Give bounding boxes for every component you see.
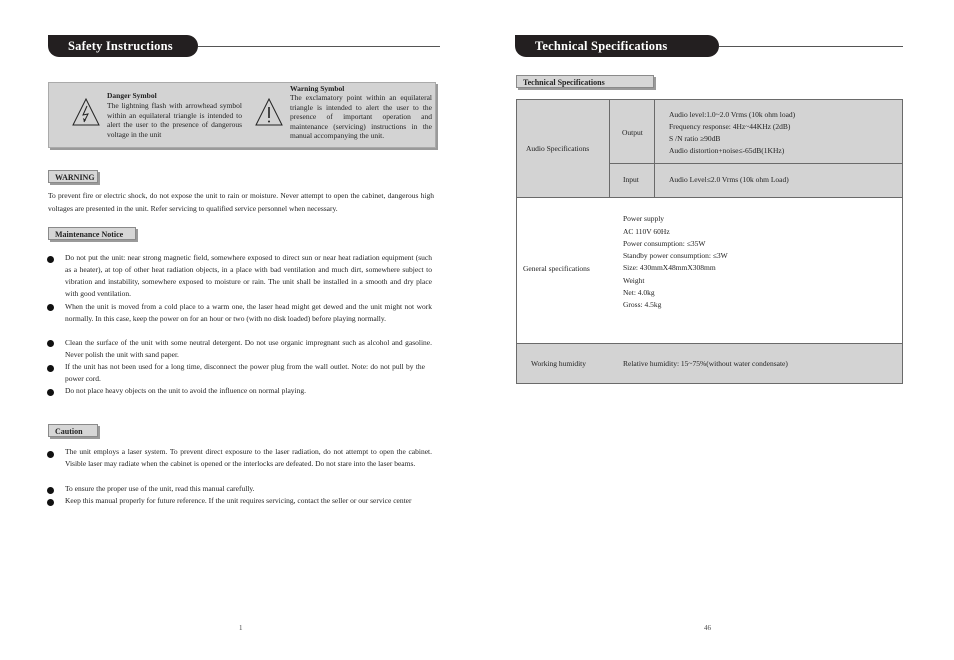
humidity-value: Relative humidity: 15~75%(without water condensate) [623,359,788,368]
input-label: Input [623,175,639,184]
bullet-icon [47,451,54,458]
danger-symbol-text: The lightning flash with arrowhead symbol within an equilateral triangle is intended to alert the user to the presence of dangerous voltage in the unit [107,101,242,139]
audio-spec-label: Audio Specifications [526,144,590,153]
bullet-icon [47,389,54,396]
table-border [516,343,903,344]
page-number-left: 1 [239,624,243,632]
table-border [654,99,655,198]
table-border [516,197,903,198]
table-border [516,383,903,384]
general-line: Power supply [623,214,665,223]
input-value: Audio Level≤2.0 Vrms (10k ohm Load) [669,175,789,184]
general-line: Gross: 4.5kg [623,300,662,309]
title-rule [719,46,903,47]
general-line: Power consumption: ≤35W [623,239,706,248]
table-border [902,99,903,384]
warning-symbol-text: The exclamatory point within an equilateral triangle is intended to alert the user to the presence of important operation and maintenance (servicing) instructions in the manual accompanying the unit. [290,93,432,140]
caution-item: To ensure the proper use of the unit, read this manual carefully. [65,484,255,493]
maintenance-item: If the unit has not been used for a long time, disconnect the power plug from the wall outlet. Note: do not pull by the power cord. [65,362,425,383]
symbols-box [48,82,436,148]
title-rule [198,46,440,47]
caution-item: Keep this manual properly for future reference. If the unit requires servicing, contact the seller or our service center [65,496,412,505]
maintenance-item: Clean the surface of the unit with some neutral detergent. Do not use organic impregnant such as alcohol and gasoline. Never polish the unit with sand paper. [65,338,432,359]
danger-symbol-title: Danger Symbol [107,91,157,100]
bullet-icon [47,487,54,494]
caution-tag: Caution [48,424,98,437]
bullet-icon [47,499,54,506]
maintenance-tag: Maintenance Notice [48,227,136,240]
lightning-triangle-icon [71,97,101,127]
general-line: Weight [623,276,645,285]
page-title-specs: Technical Specifications [515,35,719,57]
maintenance-item: When the unit is moved from a cold place to a warm one, the laser head might get dewed and the unit might not work normally. In this case, keep the power on for an hour or two (with no disk loaded) before playing normally. [65,302,432,323]
humidity-label: Working humidity [531,359,587,368]
caution-item: The unit employs a laser system. To prevent direct exposure to the laser radiation, do not attempt to open the cabinet. Visible laser may radiate when the cabinet is opened or the interlocks are defeated. Do not stare into the laser beams. [65,447,432,468]
page-title-safety: Safety Instructions [48,35,198,57]
output-line: Audio level:1.0~2.0 Vrms (10k ohm load) [669,110,796,119]
general-line: AC 110V 60Hz [623,227,670,236]
general-spec-label: General specifications [523,264,590,273]
bullet-icon [47,365,54,372]
warning-symbol-title: Warning Symbol [290,84,345,93]
table-border [516,99,517,384]
warning-tag: WARNING [48,170,98,183]
maintenance-item: Do not place heavy objects on the unit to avoid the influence on normal playing. [65,386,306,395]
table-border [516,99,903,100]
output-label: Output [622,128,643,137]
output-line: Audio distortion+noise≤-65dB(1KHz) [669,146,785,155]
exclamation-triangle-icon [254,97,284,127]
warning-text: To prevent fire or electric shock, do not expose the unit to rain or moisture. Never attempt to open the cabinet, dangerous high voltages are presented in the unit. Refer servicing to qualified service personnel when necessary. [48,191,434,213]
bullet-icon [47,304,54,311]
tech-specs-tag: Technical Specifications [516,75,654,88]
maintenance-item: Do not put the unit: near strong magnetic field, somewhere exposed to direct sun or near heat radiation equipment (such as a heater), at top of other heat radiation objects, in a place with bad ventilation and much dirt, somewhere subject to vibration and instability, somewhere exposed to moisture or rain. The unit shall be installed in a smooth and dry place with good ventilation. [65,253,432,298]
output-line: S /N ratio ≥90dB [669,134,721,143]
table-border [609,99,610,198]
bullet-icon [47,340,54,347]
bullet-icon [47,256,54,263]
general-line: Net: 4.0kg [623,288,655,297]
output-line: Frequency response: 4Hz~44KHz (2dB) [669,122,791,131]
general-line: Standby power consumption: ≤3W [623,251,728,260]
page-number-right: 46 [704,624,711,632]
general-line: Size: 430mmX48mmX308mm [623,263,716,272]
